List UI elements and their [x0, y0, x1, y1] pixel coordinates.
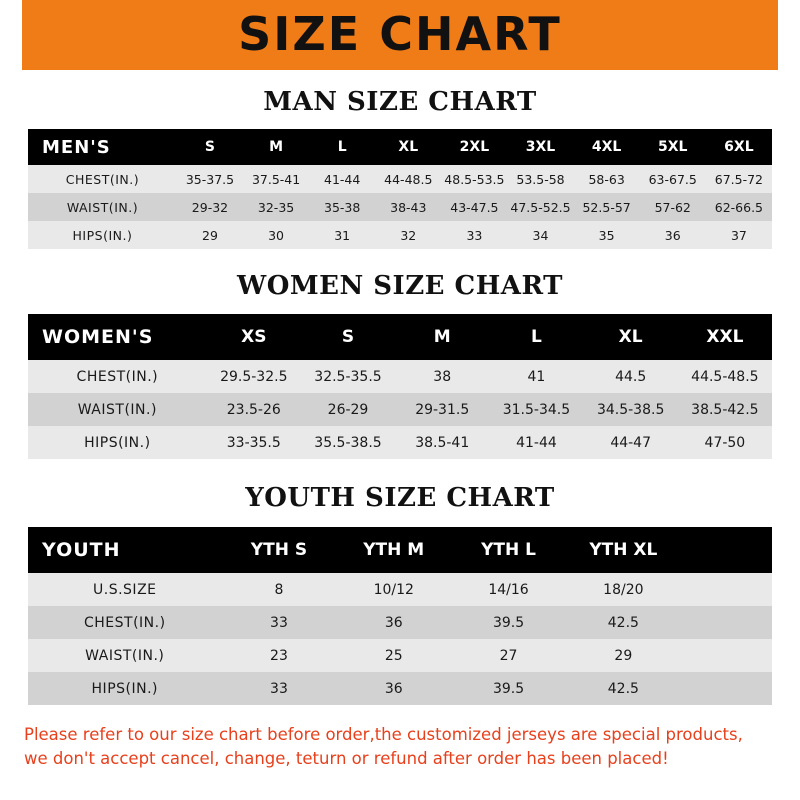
youth-col-header-spacer — [681, 527, 772, 573]
table-cell: 36 — [384, 614, 403, 631]
table-row — [28, 193, 772, 221]
table-cell: 44-48.5 — [384, 171, 433, 187]
page-title: SIZE CHART — [238, 7, 562, 61]
women-row-label-header: WOMEN'S — [42, 326, 154, 348]
table-cell: 27 — [499, 647, 518, 664]
women-size-table — [28, 314, 772, 459]
table-cell: 10/12 — [373, 581, 414, 598]
man-table-body — [28, 165, 772, 249]
table-cell: 44.5 — [615, 368, 647, 385]
table-cell: 53.5-58 — [516, 171, 565, 187]
table-cell: 30 — [268, 227, 285, 243]
table-cell: 39.5 — [492, 680, 525, 697]
table-row — [28, 165, 772, 193]
table-cell: 38-43 — [390, 199, 427, 215]
table-cell-spacer — [681, 606, 772, 639]
women-section-heading: WOMEN SIZE CHART — [237, 271, 563, 301]
man-table-wrap — [28, 129, 772, 249]
women-col-header: XXL — [706, 327, 744, 347]
man-size-table — [28, 129, 772, 249]
table-cell: 37.5-41 — [251, 171, 301, 187]
table-cell: 48.5-53.5 — [444, 171, 505, 187]
table-cell: 32 — [400, 227, 417, 243]
table-cell: 26-29 — [327, 401, 369, 418]
table-cell: 34.5-38.5 — [596, 401, 665, 418]
table-cell: 42.5 — [607, 614, 639, 631]
table-cell: 63-67.5 — [648, 171, 697, 187]
table-cell: 34 — [532, 227, 549, 243]
youth-section-heading: YOUTH SIZE CHART — [245, 483, 555, 513]
table-cell: 41-44 — [324, 171, 361, 187]
table-cell: 47-50 — [704, 434, 746, 451]
table-cell-spacer — [681, 573, 772, 606]
table-cell: 29-31.5 — [415, 401, 470, 418]
table-cell: 32.5-35.5 — [314, 368, 382, 385]
youth-table-body — [28, 573, 772, 705]
man-table-head — [28, 129, 772, 165]
women-row-label: HIPS(IN.) — [84, 434, 151, 451]
table-cell: 31.5-34.5 — [502, 401, 571, 418]
man-col-header: L — [337, 139, 347, 155]
youth-size-table — [28, 527, 772, 705]
table-row — [28, 393, 772, 426]
youth-row-label: U.S.SIZE — [93, 581, 157, 598]
table-row — [28, 221, 772, 249]
table-cell: 29-32 — [191, 199, 229, 215]
women-header-row — [28, 314, 772, 360]
table-cell: 42.5 — [607, 680, 639, 697]
man-row-label: CHEST(IN.) — [65, 171, 140, 187]
man-col-header: S — [204, 139, 215, 155]
table-row — [28, 606, 772, 639]
man-col-header: 6XL — [724, 139, 754, 155]
women-table-head — [28, 314, 772, 360]
man-row-label: WAIST(IN.) — [66, 199, 139, 215]
note-line-1: Please refer to our size chart before order,the customized jerseys are special products, — [24, 725, 743, 744]
table-row — [28, 672, 772, 705]
table-cell: 23.5-26 — [226, 401, 281, 418]
banner-left-notch — [0, 0, 22, 70]
women-col-header: L — [531, 327, 542, 347]
table-cell: 41 — [527, 368, 546, 385]
table-cell: 38.5-42.5 — [691, 401, 759, 418]
youth-row-label: WAIST(IN.) — [85, 647, 165, 664]
youth-col-header: YTH M — [363, 540, 425, 560]
table-cell: 32-35 — [257, 199, 295, 215]
youth-col-header: YTH S — [250, 540, 308, 560]
note-line-2: we don't accept cancel, change, teturn or refund after order has been placed! — [24, 748, 669, 768]
youth-col-header: YTH L — [481, 540, 536, 560]
man-row-label-header: MEN'S — [42, 136, 111, 158]
man-section-heading: MAN SIZE CHART — [263, 87, 537, 117]
header-banner — [0, 0, 800, 70]
women-col-header: XL — [618, 327, 643, 347]
order-policy-note — [24, 723, 776, 771]
table-cell: 39.5 — [492, 614, 525, 631]
table-cell: 29.5-32.5 — [220, 368, 288, 385]
table-cell: 57-62 — [654, 199, 691, 215]
table-row — [28, 426, 772, 459]
table-row — [28, 639, 772, 672]
table-cell: 35-37.5 — [185, 171, 235, 187]
table-cell: 35.5-38.5 — [314, 434, 382, 451]
table-cell: 62-66.5 — [714, 199, 764, 215]
table-row — [28, 360, 772, 393]
women-col-header: XS — [241, 327, 267, 347]
table-cell: 36 — [384, 680, 403, 697]
table-cell: 36 — [664, 227, 681, 243]
man-col-header: 5XL — [657, 139, 688, 155]
table-cell-spacer — [681, 672, 772, 705]
man-col-header: XL — [398, 139, 419, 155]
man-col-header: M — [269, 139, 284, 155]
table-cell: 47.5-52.5 — [510, 199, 571, 215]
youth-row-label: HIPS(IN.) — [91, 680, 158, 697]
table-cell: 38 — [433, 368, 452, 385]
table-cell: 33 — [270, 614, 288, 631]
table-row — [28, 573, 772, 606]
table-cell: 33 — [466, 227, 483, 243]
women-table-wrap — [28, 314, 772, 459]
table-cell: 43-47.5 — [450, 199, 499, 215]
man-row-label: HIPS(IN.) — [72, 227, 133, 243]
table-cell: 44-47 — [610, 434, 651, 451]
women-row-label: WAIST(IN.) — [77, 401, 157, 418]
youth-row-label-header: YOUTH — [42, 539, 121, 561]
youth-table-head — [28, 527, 772, 573]
women-col-header: M — [433, 327, 451, 347]
man-header-row — [28, 129, 772, 165]
women-col-header: S — [341, 327, 355, 347]
table-cell: 23 — [270, 647, 288, 664]
table-cell: 52.5-57 — [582, 199, 631, 215]
table-cell: 29 — [202, 227, 218, 243]
youth-header-row — [28, 527, 772, 573]
table-cell: 25 — [384, 647, 403, 664]
table-cell: 37 — [730, 227, 747, 243]
table-cell: 35 — [598, 227, 615, 243]
women-row-label: CHEST(IN.) — [76, 368, 159, 385]
table-cell: 31 — [334, 227, 351, 243]
table-cell: 67.5-72 — [714, 171, 764, 187]
women-table-body — [28, 360, 772, 459]
man-col-header: 4XL — [591, 139, 622, 155]
table-cell: 33-35.5 — [226, 434, 281, 451]
table-cell-spacer — [681, 639, 772, 672]
banner-right-notch — [778, 0, 800, 70]
man-col-header: 3XL — [525, 139, 556, 155]
table-cell: 14/16 — [488, 581, 529, 598]
table-cell: 29 — [614, 647, 633, 664]
youth-table-wrap — [28, 527, 772, 705]
youth-row-label: CHEST(IN.) — [83, 614, 166, 631]
table-cell: 58-63 — [588, 171, 625, 187]
table-cell: 38.5-41 — [415, 434, 470, 451]
table-cell: 35-38 — [324, 199, 361, 215]
youth-col-header: YTH XL — [589, 540, 658, 560]
man-col-header: 2XL — [459, 139, 490, 155]
table-cell: 44.5-48.5 — [691, 368, 759, 385]
table-cell: 33 — [270, 680, 288, 697]
table-cell: 8 — [274, 581, 284, 598]
table-cell: 41-44 — [516, 434, 557, 451]
table-cell: 18/20 — [603, 581, 644, 598]
